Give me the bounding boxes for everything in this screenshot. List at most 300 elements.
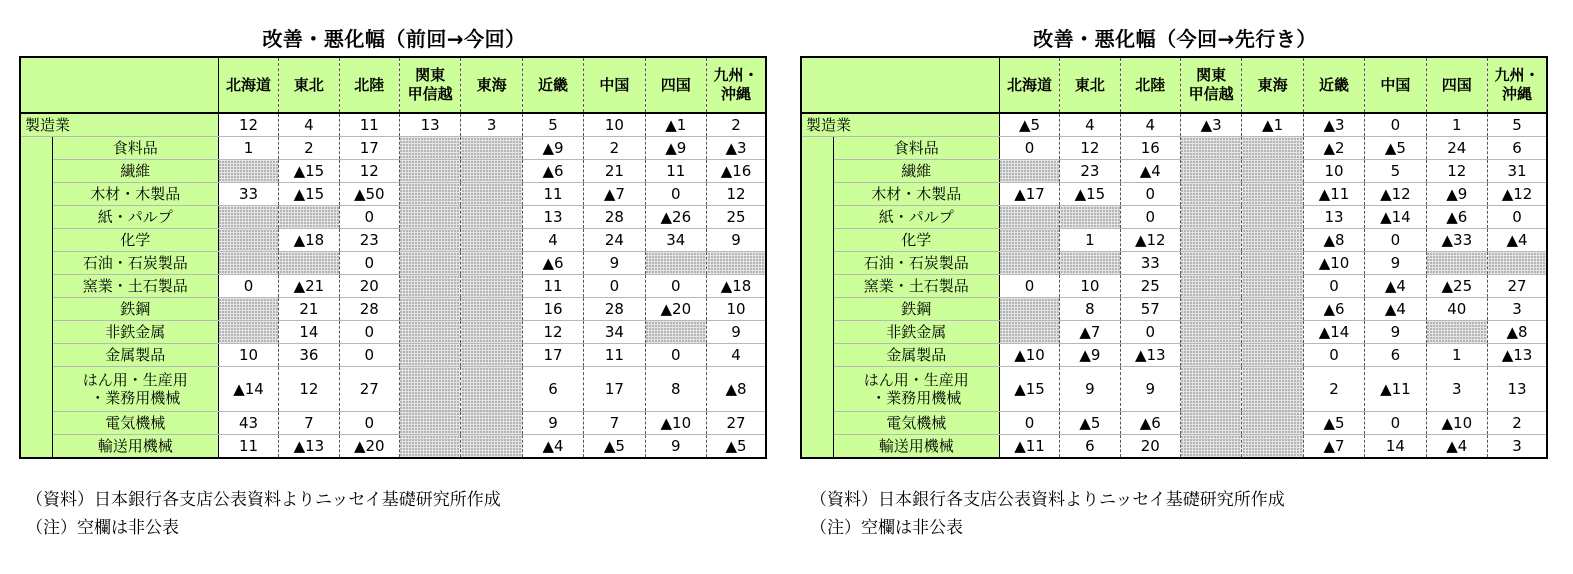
value-cell: 0 xyxy=(339,412,399,435)
not-published-cell xyxy=(999,321,1059,344)
value-cell: ▲8 xyxy=(1303,229,1364,252)
value-cell: ▲18 xyxy=(279,229,339,252)
value-cell: ▲10 xyxy=(999,344,1059,367)
row-label: 金属製品 xyxy=(833,344,999,367)
header-corner xyxy=(20,57,218,113)
value-cell: 6 xyxy=(1365,344,1426,367)
value-cell: 0 xyxy=(1365,113,1426,137)
value-cell: ▲14 xyxy=(1303,321,1364,344)
value-cell: ▲4 xyxy=(1120,160,1180,183)
not-published-cell xyxy=(999,206,1059,229)
source-note: （資料）日本銀行各支店公表資料よりニッセイ基礎研究所作成 xyxy=(26,490,501,510)
value-cell: ▲15 xyxy=(1060,183,1120,206)
row-label: 輸送用機械 xyxy=(833,435,999,459)
value-cell: ▲12 xyxy=(1120,229,1180,252)
value-cell: 10 xyxy=(1060,275,1120,298)
value-cell: 9 xyxy=(1120,367,1180,412)
value-cell: ▲9 xyxy=(1426,183,1487,206)
value-cell: 1 xyxy=(1060,229,1120,252)
value-cell: 21 xyxy=(584,160,645,183)
value-cell: ▲4 xyxy=(1426,435,1487,459)
row-label: 鉄鋼 xyxy=(52,298,218,321)
value-cell: ▲6 xyxy=(522,252,583,275)
value-cell: 12 xyxy=(279,367,339,412)
row-label: 化学 xyxy=(52,229,218,252)
row-label: 鉄鋼 xyxy=(833,298,999,321)
value-cell: 21 xyxy=(279,298,339,321)
region-header: 近畿 xyxy=(522,57,583,113)
blank-note: （注）空欄は非公表 xyxy=(26,518,179,538)
not-published-cell xyxy=(1426,252,1487,275)
value-cell: 0 xyxy=(1303,344,1364,367)
value-cell: 31 xyxy=(1488,160,1547,183)
not-published-cell xyxy=(399,344,460,367)
value-cell: 11 xyxy=(218,435,278,459)
not-published-cell xyxy=(218,298,278,321)
not-published-cell xyxy=(399,183,460,206)
not-published-cell xyxy=(461,412,522,435)
value-cell: 6 xyxy=(1488,137,1547,160)
value-cell: 5 xyxy=(1488,113,1547,137)
row-label: 食料品 xyxy=(52,137,218,160)
row-label: 金属製品 xyxy=(52,344,218,367)
not-published-cell xyxy=(1242,298,1303,321)
not-published-cell xyxy=(461,229,522,252)
value-cell: 13 xyxy=(522,206,583,229)
value-cell: 9 xyxy=(1365,321,1426,344)
blank-note: （注）空欄は非公表 xyxy=(810,518,963,538)
not-published-cell xyxy=(399,252,460,275)
value-cell: 10 xyxy=(218,344,278,367)
value-cell: 0 xyxy=(218,275,278,298)
value-cell: 0 xyxy=(999,275,1059,298)
value-cell: ▲13 xyxy=(279,435,339,459)
value-cell: 0 xyxy=(645,183,706,206)
not-published-cell xyxy=(707,252,766,275)
region-header: 東海 xyxy=(461,57,522,113)
value-cell: 25 xyxy=(707,206,766,229)
value-cell: 13 xyxy=(1488,367,1547,412)
value-cell: ▲5 xyxy=(584,435,645,459)
not-published-cell xyxy=(1180,344,1241,367)
not-published-cell xyxy=(399,412,460,435)
row-label: 繊維 xyxy=(833,160,999,183)
value-cell: 0 xyxy=(1365,229,1426,252)
not-published-cell xyxy=(1242,160,1303,183)
value-cell: ▲5 xyxy=(1303,412,1364,435)
table-row xyxy=(801,113,1547,137)
value-cell: 34 xyxy=(584,321,645,344)
value-cell: ▲12 xyxy=(1488,183,1547,206)
value-cell: 0 xyxy=(645,344,706,367)
value-cell: 10 xyxy=(707,298,766,321)
row-label: 非鉄金属 xyxy=(833,321,999,344)
table-row xyxy=(801,344,1547,367)
value-cell: 0 xyxy=(584,275,645,298)
not-published-cell xyxy=(1180,183,1241,206)
row-label: 電気機械 xyxy=(52,412,218,435)
not-published-cell xyxy=(399,206,460,229)
table-row xyxy=(20,137,766,160)
value-cell: 27 xyxy=(1488,275,1547,298)
value-cell: 5 xyxy=(522,113,583,137)
row-label: 繊維 xyxy=(52,160,218,183)
value-cell: 12 xyxy=(218,113,278,137)
row-label: 石油・石炭製品 xyxy=(52,252,218,275)
not-published-cell xyxy=(461,160,522,183)
not-published-cell xyxy=(218,160,278,183)
table-row xyxy=(801,229,1547,252)
notes xyxy=(810,486,1285,542)
not-published-cell xyxy=(999,160,1059,183)
value-cell: 2 xyxy=(707,113,766,137)
value-cell: 0 xyxy=(1120,183,1180,206)
value-cell: 23 xyxy=(1060,160,1120,183)
row-label: 窯業・土石製品 xyxy=(52,275,218,298)
indent-cell xyxy=(801,137,833,459)
value-cell: 4 xyxy=(279,113,339,137)
table-row xyxy=(801,435,1547,459)
not-published-cell xyxy=(461,137,522,160)
row-label-manufacturing: 製造業 xyxy=(20,113,218,137)
value-cell: 0 xyxy=(339,321,399,344)
value-cell: 8 xyxy=(645,367,706,412)
value-cell: 14 xyxy=(1365,435,1426,459)
value-cell: ▲4 xyxy=(522,435,583,459)
value-cell: 17 xyxy=(339,137,399,160)
not-published-cell xyxy=(1180,298,1241,321)
value-cell: 0 xyxy=(339,252,399,275)
table-row xyxy=(20,344,766,367)
value-cell: 27 xyxy=(707,412,766,435)
value-cell: ▲15 xyxy=(279,183,339,206)
table-row xyxy=(20,229,766,252)
region-header: 東北 xyxy=(1060,57,1120,113)
region-header: 北海道 xyxy=(218,57,278,113)
not-published-cell xyxy=(1060,206,1120,229)
not-published-cell xyxy=(1242,183,1303,206)
value-cell: 43 xyxy=(218,412,278,435)
table-row xyxy=(20,298,766,321)
region-header: 北海道 xyxy=(999,57,1059,113)
not-published-cell xyxy=(999,298,1059,321)
value-cell: ▲5 xyxy=(725,437,747,455)
not-published-cell xyxy=(461,252,522,275)
region-header: 北陸 xyxy=(1120,57,1180,113)
not-published-cell xyxy=(461,298,522,321)
row-label: 木材・木製品 xyxy=(833,183,999,206)
value-cell: 17 xyxy=(522,344,583,367)
region-header: 中国 xyxy=(584,57,645,113)
value-cell: 3 xyxy=(1488,298,1547,321)
value-cell: ▲10 xyxy=(1303,252,1364,275)
value-cell: ▲3 xyxy=(1180,113,1241,137)
not-published-cell xyxy=(1060,252,1120,275)
value-cell: ▲11 xyxy=(999,435,1059,459)
not-published-cell xyxy=(461,183,522,206)
value-cell: 2 xyxy=(279,137,339,160)
value-cell: ▲20 xyxy=(339,435,399,459)
table-row xyxy=(801,206,1547,229)
value-cell: 13 xyxy=(399,113,460,137)
table-row xyxy=(801,275,1547,298)
table-row xyxy=(20,321,766,344)
table-row xyxy=(801,367,1547,412)
value-cell: 36 xyxy=(279,344,339,367)
table-row xyxy=(20,412,766,435)
value-cell: ▲16 xyxy=(707,160,766,183)
value-cell: ▲5 xyxy=(999,113,1059,137)
table-row xyxy=(20,206,766,229)
not-published-cell xyxy=(1180,321,1241,344)
value-cell: 0 xyxy=(1488,206,1547,229)
value-cell: 10 xyxy=(1303,160,1364,183)
value-cell: ▲26 xyxy=(645,206,706,229)
value-cell: ▲9 xyxy=(522,137,583,160)
not-published-cell xyxy=(1242,367,1303,412)
header-row xyxy=(801,57,1547,113)
value-cell: ▲11 xyxy=(1303,183,1364,206)
table-row xyxy=(20,160,766,183)
region-header: 関東 甲信越 xyxy=(1180,57,1241,113)
not-published-cell xyxy=(461,367,522,412)
value-cell: 1 xyxy=(218,137,278,160)
value-cell: ▲25 xyxy=(1426,275,1487,298)
value-cell: 4 xyxy=(522,229,583,252)
value-cell: ▲9 xyxy=(645,137,706,160)
value-cell: 3 xyxy=(1512,437,1522,455)
value-cell: 12 xyxy=(339,160,399,183)
value-cell: ▲5 xyxy=(1060,412,1120,435)
value-cell: ▲10 xyxy=(1426,412,1487,435)
table-row xyxy=(801,412,1547,435)
value-cell: 25 xyxy=(1120,275,1180,298)
value-cell: ▲4 xyxy=(1365,275,1426,298)
value-cell: ▲4 xyxy=(1365,298,1426,321)
value-cell: ▲6 xyxy=(1426,206,1487,229)
row-label: 石油・石炭製品 xyxy=(833,252,999,275)
not-published-cell xyxy=(218,206,278,229)
value-cell: 11 xyxy=(645,160,706,183)
value-cell: ▲6 xyxy=(1303,298,1364,321)
not-published-cell xyxy=(1180,367,1241,412)
value-cell: ▲14 xyxy=(1365,206,1426,229)
value-cell: 9 xyxy=(707,321,766,344)
not-published-cell xyxy=(399,160,460,183)
not-published-cell xyxy=(1426,321,1487,344)
not-published-cell xyxy=(279,252,339,275)
not-published-cell xyxy=(1180,435,1241,459)
value-cell: 3 xyxy=(461,113,522,137)
value-cell: 4 xyxy=(707,344,766,367)
change-table xyxy=(800,56,1548,459)
table-row xyxy=(20,435,766,459)
value-cell: 0 xyxy=(339,206,399,229)
value-cell: 24 xyxy=(1426,137,1487,160)
value-cell: 2 xyxy=(1488,412,1547,435)
region-header: 北陸 xyxy=(339,57,399,113)
value-cell: 5 xyxy=(1365,160,1426,183)
not-published-cell xyxy=(1180,275,1241,298)
not-published-cell xyxy=(399,229,460,252)
panel-title: 改善・悪化幅（前回→今回） xyxy=(262,27,526,51)
value-cell: ▲17 xyxy=(999,183,1059,206)
value-cell: 0 xyxy=(1365,412,1426,435)
value-cell: 4 xyxy=(1120,113,1180,137)
value-cell: 33 xyxy=(1120,252,1180,275)
value-cell: 11 xyxy=(522,183,583,206)
value-cell: 20 xyxy=(1120,435,1180,459)
region-header: 東北 xyxy=(279,57,339,113)
value-cell: 4 xyxy=(1060,113,1120,137)
value-cell: 2 xyxy=(584,137,645,160)
not-published-cell xyxy=(461,275,522,298)
source-note: （資料）日本銀行各支店公表資料よりニッセイ基礎研究所作成 xyxy=(810,490,1285,510)
value-cell: ▲3 xyxy=(707,137,766,160)
region-header: 九州・ 沖縄 xyxy=(1488,57,1547,113)
value-cell: 11 xyxy=(522,275,583,298)
not-published-cell xyxy=(399,275,460,298)
not-published-cell xyxy=(1242,344,1303,367)
value-cell: 7 xyxy=(584,412,645,435)
value-cell: 0 xyxy=(999,412,1059,435)
not-published-cell xyxy=(645,252,706,275)
region-header: 近畿 xyxy=(1303,57,1364,113)
not-published-cell xyxy=(1242,206,1303,229)
row-label: 非鉄金属 xyxy=(52,321,218,344)
indent-cell xyxy=(20,137,52,459)
not-published-cell xyxy=(999,229,1059,252)
not-published-cell xyxy=(399,367,460,412)
value-cell: ▲6 xyxy=(522,160,583,183)
table-row xyxy=(801,298,1547,321)
not-published-cell xyxy=(1180,229,1241,252)
value-cell: 11 xyxy=(339,113,399,137)
value-cell: ▲9 xyxy=(1060,344,1120,367)
value-cell: ▲4 xyxy=(1488,229,1547,252)
value-cell: ▲1 xyxy=(1242,113,1303,137)
value-cell: 24 xyxy=(584,229,645,252)
region-header: 中国 xyxy=(1365,57,1426,113)
value-cell: 28 xyxy=(584,206,645,229)
value-cell: 8 xyxy=(1060,298,1120,321)
value-cell: ▲50 xyxy=(339,183,399,206)
region-header: 東海 xyxy=(1242,57,1303,113)
value-cell: 0 xyxy=(999,137,1059,160)
value-cell: ▲2 xyxy=(1303,137,1364,160)
value-cell: 33 xyxy=(218,183,278,206)
row-label: 電気機械 xyxy=(833,412,999,435)
not-published-cell xyxy=(279,206,339,229)
panel-current-to-outlook xyxy=(800,22,1550,459)
panel-previous-to-current xyxy=(19,22,769,459)
row-label-manufacturing: 製造業 xyxy=(801,113,999,137)
value-cell: 12 xyxy=(1426,160,1487,183)
row-label: 輸送用機械 xyxy=(52,435,218,459)
value-cell: ▲6 xyxy=(1120,412,1180,435)
value-cell: ▲5 xyxy=(1365,137,1426,160)
not-published-cell xyxy=(1180,252,1241,275)
value-cell: 0 xyxy=(1120,321,1180,344)
table-row xyxy=(801,137,1547,160)
value-cell: 11 xyxy=(584,344,645,367)
value-cell: 23 xyxy=(339,229,399,252)
row-label: 化学 xyxy=(833,229,999,252)
value-cell: 14 xyxy=(279,321,339,344)
value-cell: 0 xyxy=(1303,275,1364,298)
not-published-cell xyxy=(1242,321,1303,344)
not-published-cell xyxy=(461,321,522,344)
value-cell: 57 xyxy=(1120,298,1180,321)
not-published-cell xyxy=(399,321,460,344)
not-published-cell xyxy=(218,252,278,275)
value-cell: 28 xyxy=(339,298,399,321)
not-published-cell xyxy=(399,137,460,160)
not-published-cell xyxy=(1180,412,1241,435)
table-row xyxy=(20,183,766,206)
row-label: 紙・パルプ xyxy=(833,206,999,229)
table-row xyxy=(20,367,766,412)
value-cell: ▲3 xyxy=(1303,113,1364,137)
value-cell: 1 xyxy=(1426,344,1487,367)
row-label: 紙・パルプ xyxy=(52,206,218,229)
value-cell: ▲14 xyxy=(218,367,278,412)
value-cell: 34 xyxy=(645,229,706,252)
not-published-cell xyxy=(1180,137,1241,160)
table-row xyxy=(20,275,766,298)
value-cell: ▲8 xyxy=(707,367,766,412)
header-row xyxy=(20,57,766,113)
table-row xyxy=(801,252,1547,275)
region-header: 九州・ 沖縄 xyxy=(707,57,766,113)
value-cell: ▲10 xyxy=(645,412,706,435)
table-row xyxy=(20,252,766,275)
value-cell: ▲1 xyxy=(645,113,706,137)
value-cell: 1 xyxy=(1426,113,1487,137)
not-published-cell xyxy=(1242,252,1303,275)
value-cell: 16 xyxy=(522,298,583,321)
header-corner xyxy=(801,57,999,113)
value-cell: 0 xyxy=(1120,206,1180,229)
value-cell: 12 xyxy=(707,183,766,206)
not-published-cell xyxy=(218,321,278,344)
value-cell: 9 xyxy=(645,435,706,459)
value-cell: ▲13 xyxy=(1120,344,1180,367)
not-published-cell xyxy=(1242,137,1303,160)
not-published-cell xyxy=(645,321,706,344)
value-cell: ▲33 xyxy=(1426,229,1487,252)
value-cell: 0 xyxy=(645,275,706,298)
value-cell: 12 xyxy=(1060,137,1120,160)
notes xyxy=(26,486,501,542)
region-header: 関東 甲信越 xyxy=(399,57,460,113)
value-cell: 6 xyxy=(1060,435,1120,459)
value-cell: 3 xyxy=(1426,367,1487,412)
value-cell: 0 xyxy=(339,344,399,367)
value-cell: ▲7 xyxy=(584,183,645,206)
value-cell: 6 xyxy=(522,367,583,412)
value-cell: 9 xyxy=(584,252,645,275)
not-published-cell xyxy=(1180,160,1241,183)
value-cell: 9 xyxy=(707,229,766,252)
panel-title: 改善・悪化幅（今回→先行き） xyxy=(1033,27,1317,51)
value-cell: 12 xyxy=(522,321,583,344)
not-published-cell xyxy=(1180,206,1241,229)
not-published-cell xyxy=(1242,275,1303,298)
table-row xyxy=(801,321,1547,344)
value-cell: ▲11 xyxy=(1365,367,1426,412)
not-published-cell xyxy=(399,435,460,459)
